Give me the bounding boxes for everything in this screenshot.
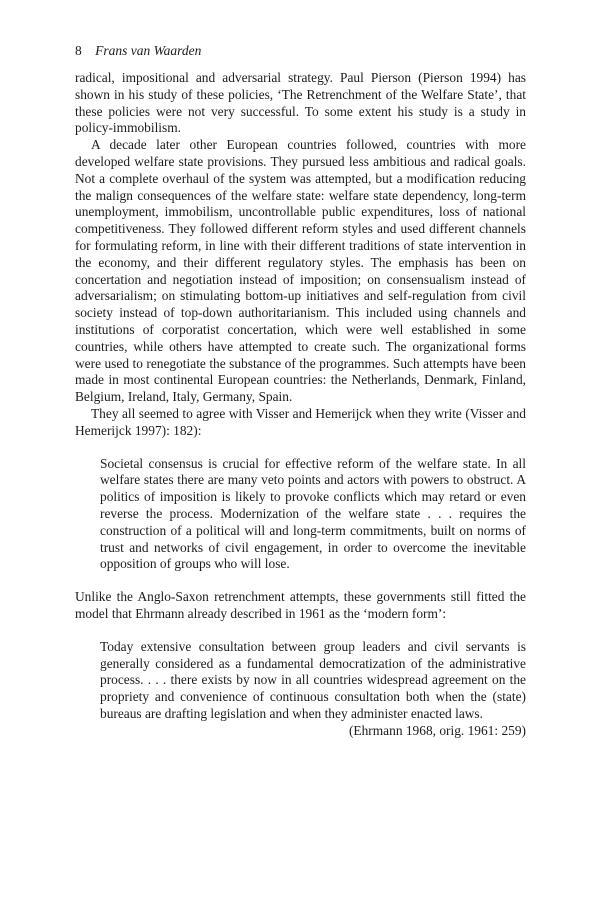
running-head-author: Frans van Waarden [95, 43, 202, 58]
running-head [75, 42, 526, 59]
book-page [75, 42, 526, 739]
paragraph-4: Unlike the Anglo-Saxon retrenchment attempts, these governments still fitted the model that Ehrmann already described in 1961 as the ‘modern form’: [75, 589, 526, 621]
block-quote-visser-hemerijck [100, 456, 526, 574]
paragraph-3: They all seemed to agree with Visser and Hemerijck when they write (Visser and Hemerijck 1997): 182): [75, 405, 526, 438]
quote-1-text: Societal consensus is crucial for effective reform of the welfare state. In all welfare states there are many veto points and actors with powers to obstruct. A politics of imposition is likely to provoke conflicts which may retard or even reverse the process. Modernization of the welfare state . . . requires the construction of a political will and long-term commitments, built on norms of trust and networks of civil engagement, in order to overcome the inevitable opposition of groups who will lose. [100, 455, 526, 572]
quote-2-text: Today extensive consultation between group leaders and civil servants is generally considered as a fundamental democratization of the administrative process. . . . there exists by now in all countries widespread agreement on the propriety and convenience of continuous consultation both when the (state) bureaus are drafting legislation and when they administer enacted laws. [100, 638, 526, 721]
paragraph-1: radical, impositional and adversarial strategy. Paul Pierson (Pierson 1994) has shown in his study of these policies, ‘The Retrenchment of the Welfare State’, that these policies were not very successful. To some extent his study is a study in policy-immobilism. [75, 70, 526, 136]
block-quote-ehrmann [100, 639, 526, 740]
paragraph-2: A decade later other European countries followed, countries with more developed welfare state provisions. They pursued less ambitious and radical goals. Not a complete overhaul of the system was attempted, but a modification reducing the malign consequences of the welfare state: welfare state dependency, long-term unemployment, immobilism, uncontrollable public expenditures, loss of national competitiveness. They followed different reform styles and used different channels for formulating reform, in line with their different traditions of state intervention in the economy, and their different regulatory styles. The emphasis has been on concertation and negotiation instead of imposition; on consensualism instead of adversarialism; on stimulating bottom-up initiatives and self-regulation from civil society instead of top-down authoritarianism. This included using channels and institutions of corporatist concertation, which were well established in some countries, while others have attempted to create such. The organizational forms were used to renegotiate the substance of the programmes. Such attempts have been made in most continental European countries: the Netherlands, Denmark, Finland, Belgium, Ireland, Italy, Germany, Spain. [75, 137, 526, 405]
page-number: 8 [75, 43, 82, 58]
quote-2-citation: (Ehrmann 1968, orig. 1961: 259) [348, 722, 526, 738]
